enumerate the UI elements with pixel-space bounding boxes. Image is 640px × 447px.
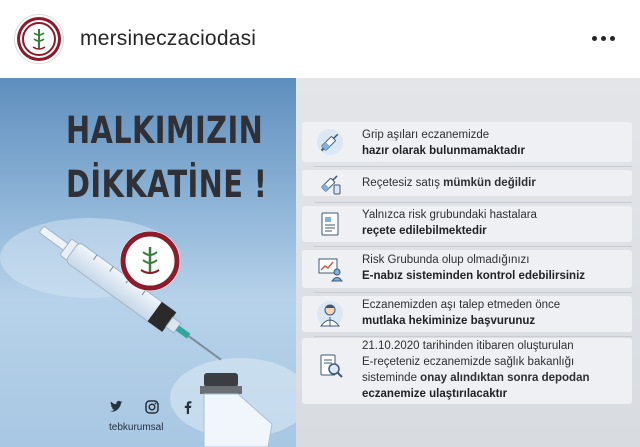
info-text-bold: mümkün değildir bbox=[443, 177, 536, 189]
dot-icon bbox=[601, 36, 606, 41]
info-item bbox=[302, 206, 632, 242]
info-item bbox=[302, 296, 632, 332]
syringe-icon bbox=[316, 128, 344, 156]
divider bbox=[314, 336, 632, 337]
profile-avatar[interactable] bbox=[14, 14, 64, 64]
divider bbox=[314, 202, 632, 203]
info-text: Grip aşıları eczanemizde bbox=[362, 129, 490, 141]
post-image[interactable] bbox=[0, 78, 640, 447]
info-text-regular: Reçetesiz satış bbox=[362, 177, 444, 189]
social-handle: tebkurumsal bbox=[109, 422, 164, 433]
info-text-bold: eczanemize ulaştırılacaktır bbox=[362, 388, 508, 400]
info-text: Eczanemizden aşı talep etmeden önce bbox=[362, 299, 561, 311]
facebook-icon bbox=[180, 400, 196, 416]
info-text-bold: reçete edilebilmektedir bbox=[362, 225, 487, 237]
social-icons bbox=[108, 400, 196, 416]
divider bbox=[314, 292, 632, 293]
dot-icon bbox=[592, 36, 597, 41]
info-item bbox=[302, 250, 632, 288]
document-icon bbox=[316, 210, 344, 238]
info-text-bold: hazır olarak bulunmamaktadır bbox=[362, 145, 525, 157]
magnifier-document-icon bbox=[316, 352, 344, 380]
info-text-regular: sisteminde bbox=[362, 372, 421, 384]
post-title bbox=[66, 104, 267, 212]
syringe-vial-icon bbox=[316, 169, 344, 197]
info-text bbox=[362, 177, 536, 189]
instagram-icon bbox=[144, 400, 160, 416]
username-link[interactable]: mersineczaciodasi bbox=[80, 27, 257, 50]
doctor-icon bbox=[316, 300, 344, 328]
post-header bbox=[0, 0, 640, 78]
post-image-left-panel bbox=[0, 78, 296, 447]
info-text-bold: onay alındıktan sonra depodan bbox=[420, 372, 590, 384]
info-text: Yalnızca risk grubundaki hastalara bbox=[362, 209, 537, 221]
info-text: Risk Grubunda olup olmadığınızı bbox=[362, 254, 530, 266]
info-text: E-reçeteniz eczanemizde sağlık bakanlığı bbox=[362, 356, 575, 368]
more-options-icon[interactable] bbox=[592, 36, 615, 41]
dot-icon bbox=[610, 36, 615, 41]
post-image-right-panel bbox=[296, 78, 640, 447]
post-title-line1: HALKIMIZIN bbox=[66, 109, 264, 152]
info-text-bold: mutlaka hekiminize başvurunuz bbox=[362, 315, 536, 327]
chamber-logo-icon bbox=[17, 17, 61, 61]
info-item bbox=[302, 122, 632, 162]
info-text bbox=[362, 372, 590, 384]
chamber-badge-icon bbox=[119, 230, 181, 292]
info-item bbox=[302, 338, 632, 404]
post-title-line2: DİKKATİNE ! bbox=[66, 163, 268, 206]
divider bbox=[314, 246, 632, 247]
twitter-icon bbox=[108, 400, 124, 416]
info-text-bold: E-nabız sisteminden kontrol edebilirsiniz bbox=[362, 270, 586, 282]
divider bbox=[314, 166, 632, 167]
chart-person-icon bbox=[316, 255, 344, 283]
info-text: 21.10.2020 tarihinden itibaren oluşturulan bbox=[362, 340, 574, 352]
info-item bbox=[302, 170, 632, 196]
